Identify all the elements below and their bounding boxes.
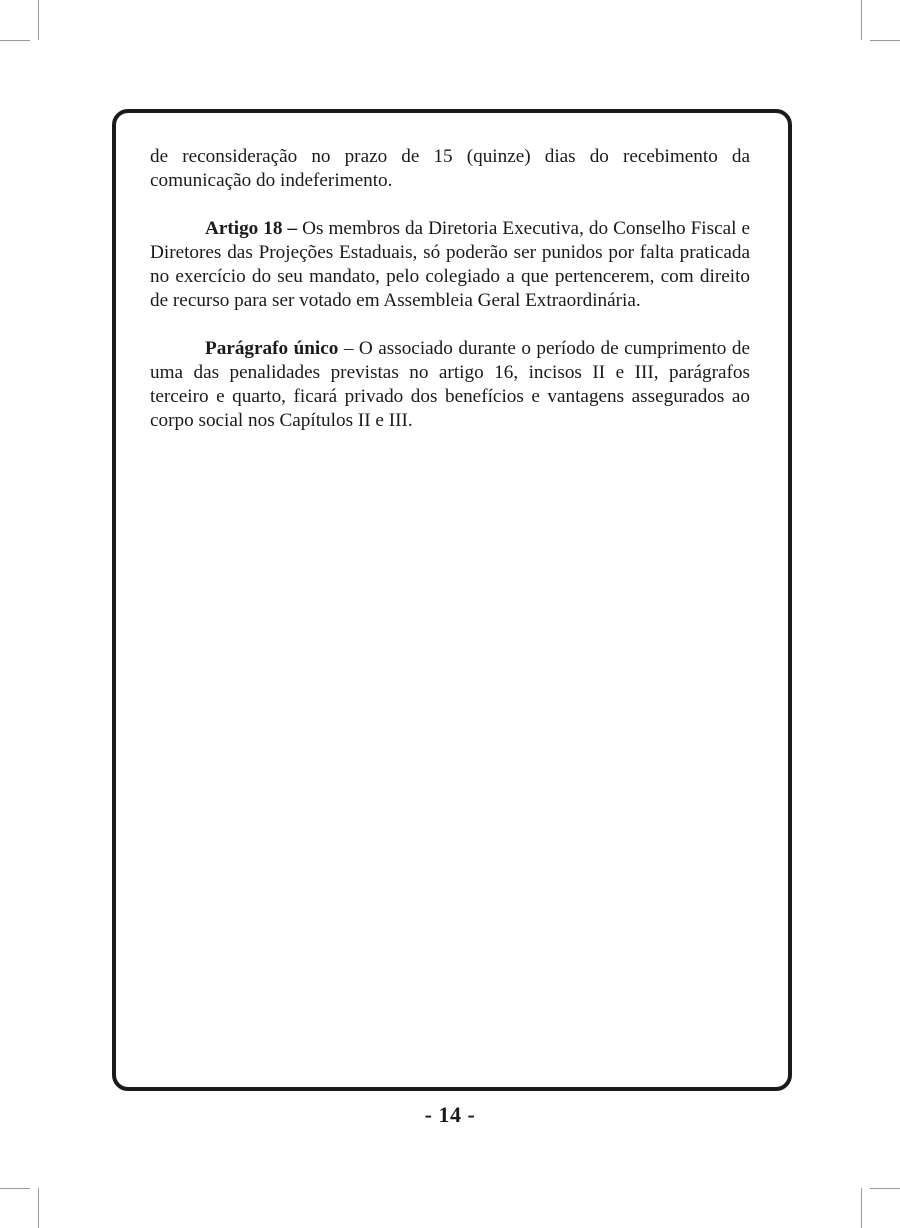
paragraph-artigo-18 — [150, 217, 750, 313]
crop-mark — [0, 1188, 30, 1189]
paragraph-continuation — [150, 145, 750, 193]
crop-mark — [0, 40, 30, 41]
paragraph-unico — [150, 337, 750, 433]
document-body — [150, 145, 750, 457]
crop-mark — [870, 1188, 900, 1189]
paragraph-heading: Artigo 18 – — [205, 218, 298, 239]
crop-mark — [870, 40, 900, 41]
paragraph-text: – O associado durante o período de cumprimento de uma das penalidades previstas no artigo 16, incisos II e III, parágrafos terceiro e quarto, ficará privado dos benefícios e vantagens assegurados ao corpo social nos Capítulos II e III. — [150, 338, 750, 431]
crop-mark — [861, 0, 862, 40]
crop-mark — [38, 1188, 39, 1228]
paragraph-text: Os membros da Diretoria Executiva, do Conselho Fiscal e Diretores das Projeções Estaduais, só poderão ser punidos por falta praticada no exercício do seu mandato, pelo colegiado a que pertencerem, com direito de recurso para ser votado em Assembleia Geral Extraordinária. — [150, 218, 750, 311]
page-number: - 14 - — [424, 1102, 476, 1127]
crop-mark — [861, 1188, 862, 1228]
paragraph-text: de reconsideração no prazo de 15 (quinze) dias do recebimento da comunicação do indeferimento. — [150, 146, 750, 191]
crop-mark — [38, 0, 39, 40]
paragraph-heading: Parágrafo único — [205, 338, 339, 359]
